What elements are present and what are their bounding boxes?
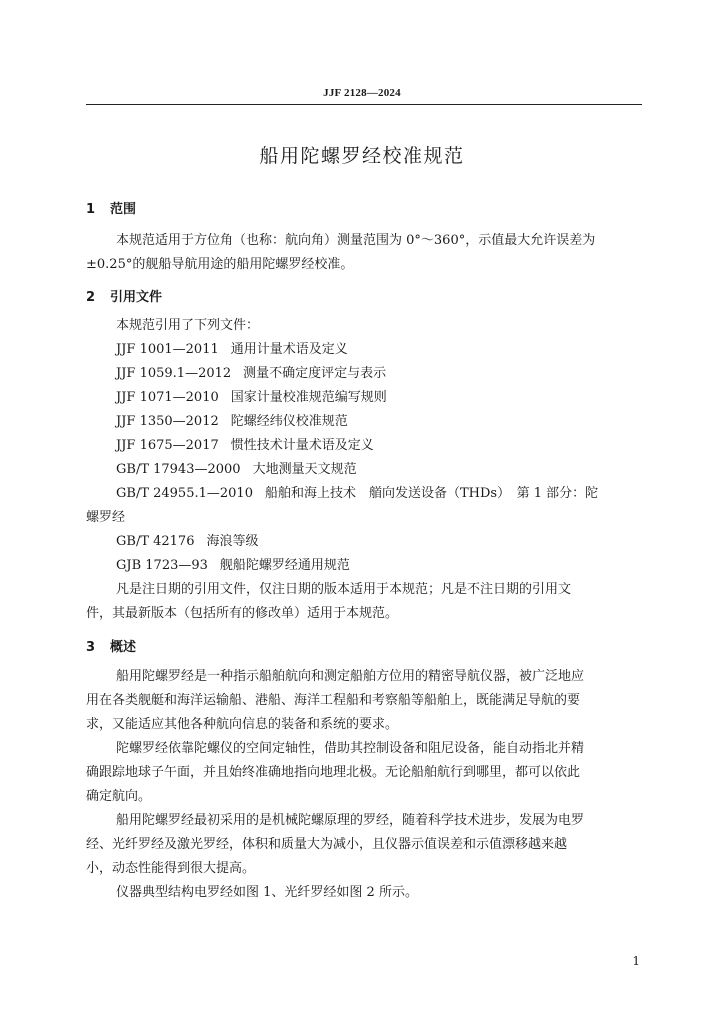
references-note-line-2: 件，其最新版本（包括所有的修改单）适用于本规范。: [86, 606, 399, 621]
overview-paragraph-3: [86, 809, 642, 881]
reference-code: GJB 1723—93: [116, 558, 208, 573]
references-note: [86, 578, 642, 626]
reference-name: 通用计量术语及定义: [230, 342, 348, 357]
reference-item: [116, 458, 357, 482]
section-heading-scope: [86, 198, 136, 217]
reference-name: 舰船陀螺罗经通用规范: [219, 558, 350, 573]
reference-code: JJF 1350—2012: [116, 414, 219, 429]
reference-item: [116, 482, 598, 506]
reference-code: GB/T 24955.1—2010: [116, 486, 253, 501]
section-heading-overview: [86, 636, 136, 655]
overview-line: 经、光纤罗经及激光罗经，体积和质量大为减小，且仪器示值误差和示值漂移越来越: [86, 837, 568, 852]
reference-item: [116, 362, 386, 386]
section-title: 概述: [110, 640, 137, 655]
reference-item: [116, 386, 387, 410]
reference-code: JJF 1071—2010: [116, 390, 219, 405]
overview-line: 仪器典型结构电罗经如图 1、光纤罗经如图 2 所示。: [116, 885, 418, 900]
reference-continuation: 螺罗经: [86, 510, 126, 525]
reference-code: GB/T 42176: [116, 534, 195, 549]
overview-line: 陀螺罗经依靠陀螺仪的空间定轴性，借助其控制设备和阻尼设备，能自动指北并精: [116, 741, 585, 756]
overview-line: 小，动态性能得到很大提高。: [86, 861, 256, 876]
overview-line: 船用陀螺罗经最初采用的是机械陀螺原理的罗经，随着科学技术进步，发展为电罗: [116, 813, 585, 828]
scope-line-1: 本规范适用于方位角（也称：航向角）测量范围为 0°～360°，示值最大允许误差为: [116, 233, 596, 248]
reference-name: 大地测量天文规范: [252, 462, 357, 477]
section-number: 1: [86, 202, 96, 217]
overview-paragraph-1: [86, 665, 642, 737]
reference-name: 惯性技术计量术语及定义: [230, 438, 374, 453]
page-number: 1: [632, 954, 640, 968]
reference-item: [116, 410, 348, 434]
section-number: 2: [86, 290, 96, 305]
section-title: 引用文件: [110, 290, 163, 305]
overview-line: 求，又能适应其他各种航向信息的装备和系统的要求。: [86, 717, 399, 732]
overview-line: 用在各类舰艇和海洋运输船、港船、海洋工程船和考察船等船舶上，既能满足导航的要: [86, 693, 581, 708]
header-rule: [86, 104, 642, 105]
reference-item: [116, 530, 259, 554]
reference-name: 国家计量校准规范编写规则: [230, 390, 387, 405]
reference-item: [116, 338, 348, 362]
reference-code: JJF 1001—2011: [116, 342, 219, 357]
reference-name: 测量不确定度评定与表示: [243, 366, 387, 381]
page-title: 船用陀螺罗经校准规范: [259, 145, 465, 167]
reference-code: JJF 1059.1—2012: [116, 366, 232, 381]
references-note-line-1: 凡是注日期的引用文件，仅注日期的版本适用于本规范；凡是不注日期的引用文: [116, 582, 572, 597]
reference-item: [116, 554, 350, 578]
reference-name: 船舶和海上技术 艏向发送设备（THDs） 第 1 部分：陀: [264, 486, 599, 501]
reference-name: 陀螺经纬仪校准规范: [230, 414, 348, 429]
overview-line: 确定航向。: [86, 789, 152, 804]
reference-name: 海浪等级: [206, 534, 259, 549]
overview-paragraph-2: [86, 737, 642, 809]
overview-line: 确跟踪地球子午面，并且始终准确地指向地理北极。无论船舶航行到哪里，都可以依此: [86, 765, 581, 780]
references-intro: 本规范引用了下列文件：: [116, 318, 260, 333]
scope-paragraph: [86, 229, 642, 277]
overview-line: 船用陀螺罗经是一种指示船舶航向和测定船舶方位用的精密导航仪器，被广泛地应: [116, 669, 585, 684]
reference-code: GB/T 17943—2000: [116, 462, 241, 477]
section-number: 3: [86, 640, 96, 655]
reference-code: JJF 1675—2017: [116, 438, 219, 453]
section-heading-references: [86, 286, 162, 305]
overview-paragraph-4: [86, 881, 642, 905]
scope-line-2: ±0.25°的舰船导航用途的船用陀螺罗经校准。: [86, 257, 354, 272]
section-title: 范围: [110, 202, 137, 217]
reference-item: [116, 434, 374, 458]
header-standard-code: JJF 2128—2024: [323, 87, 401, 99]
